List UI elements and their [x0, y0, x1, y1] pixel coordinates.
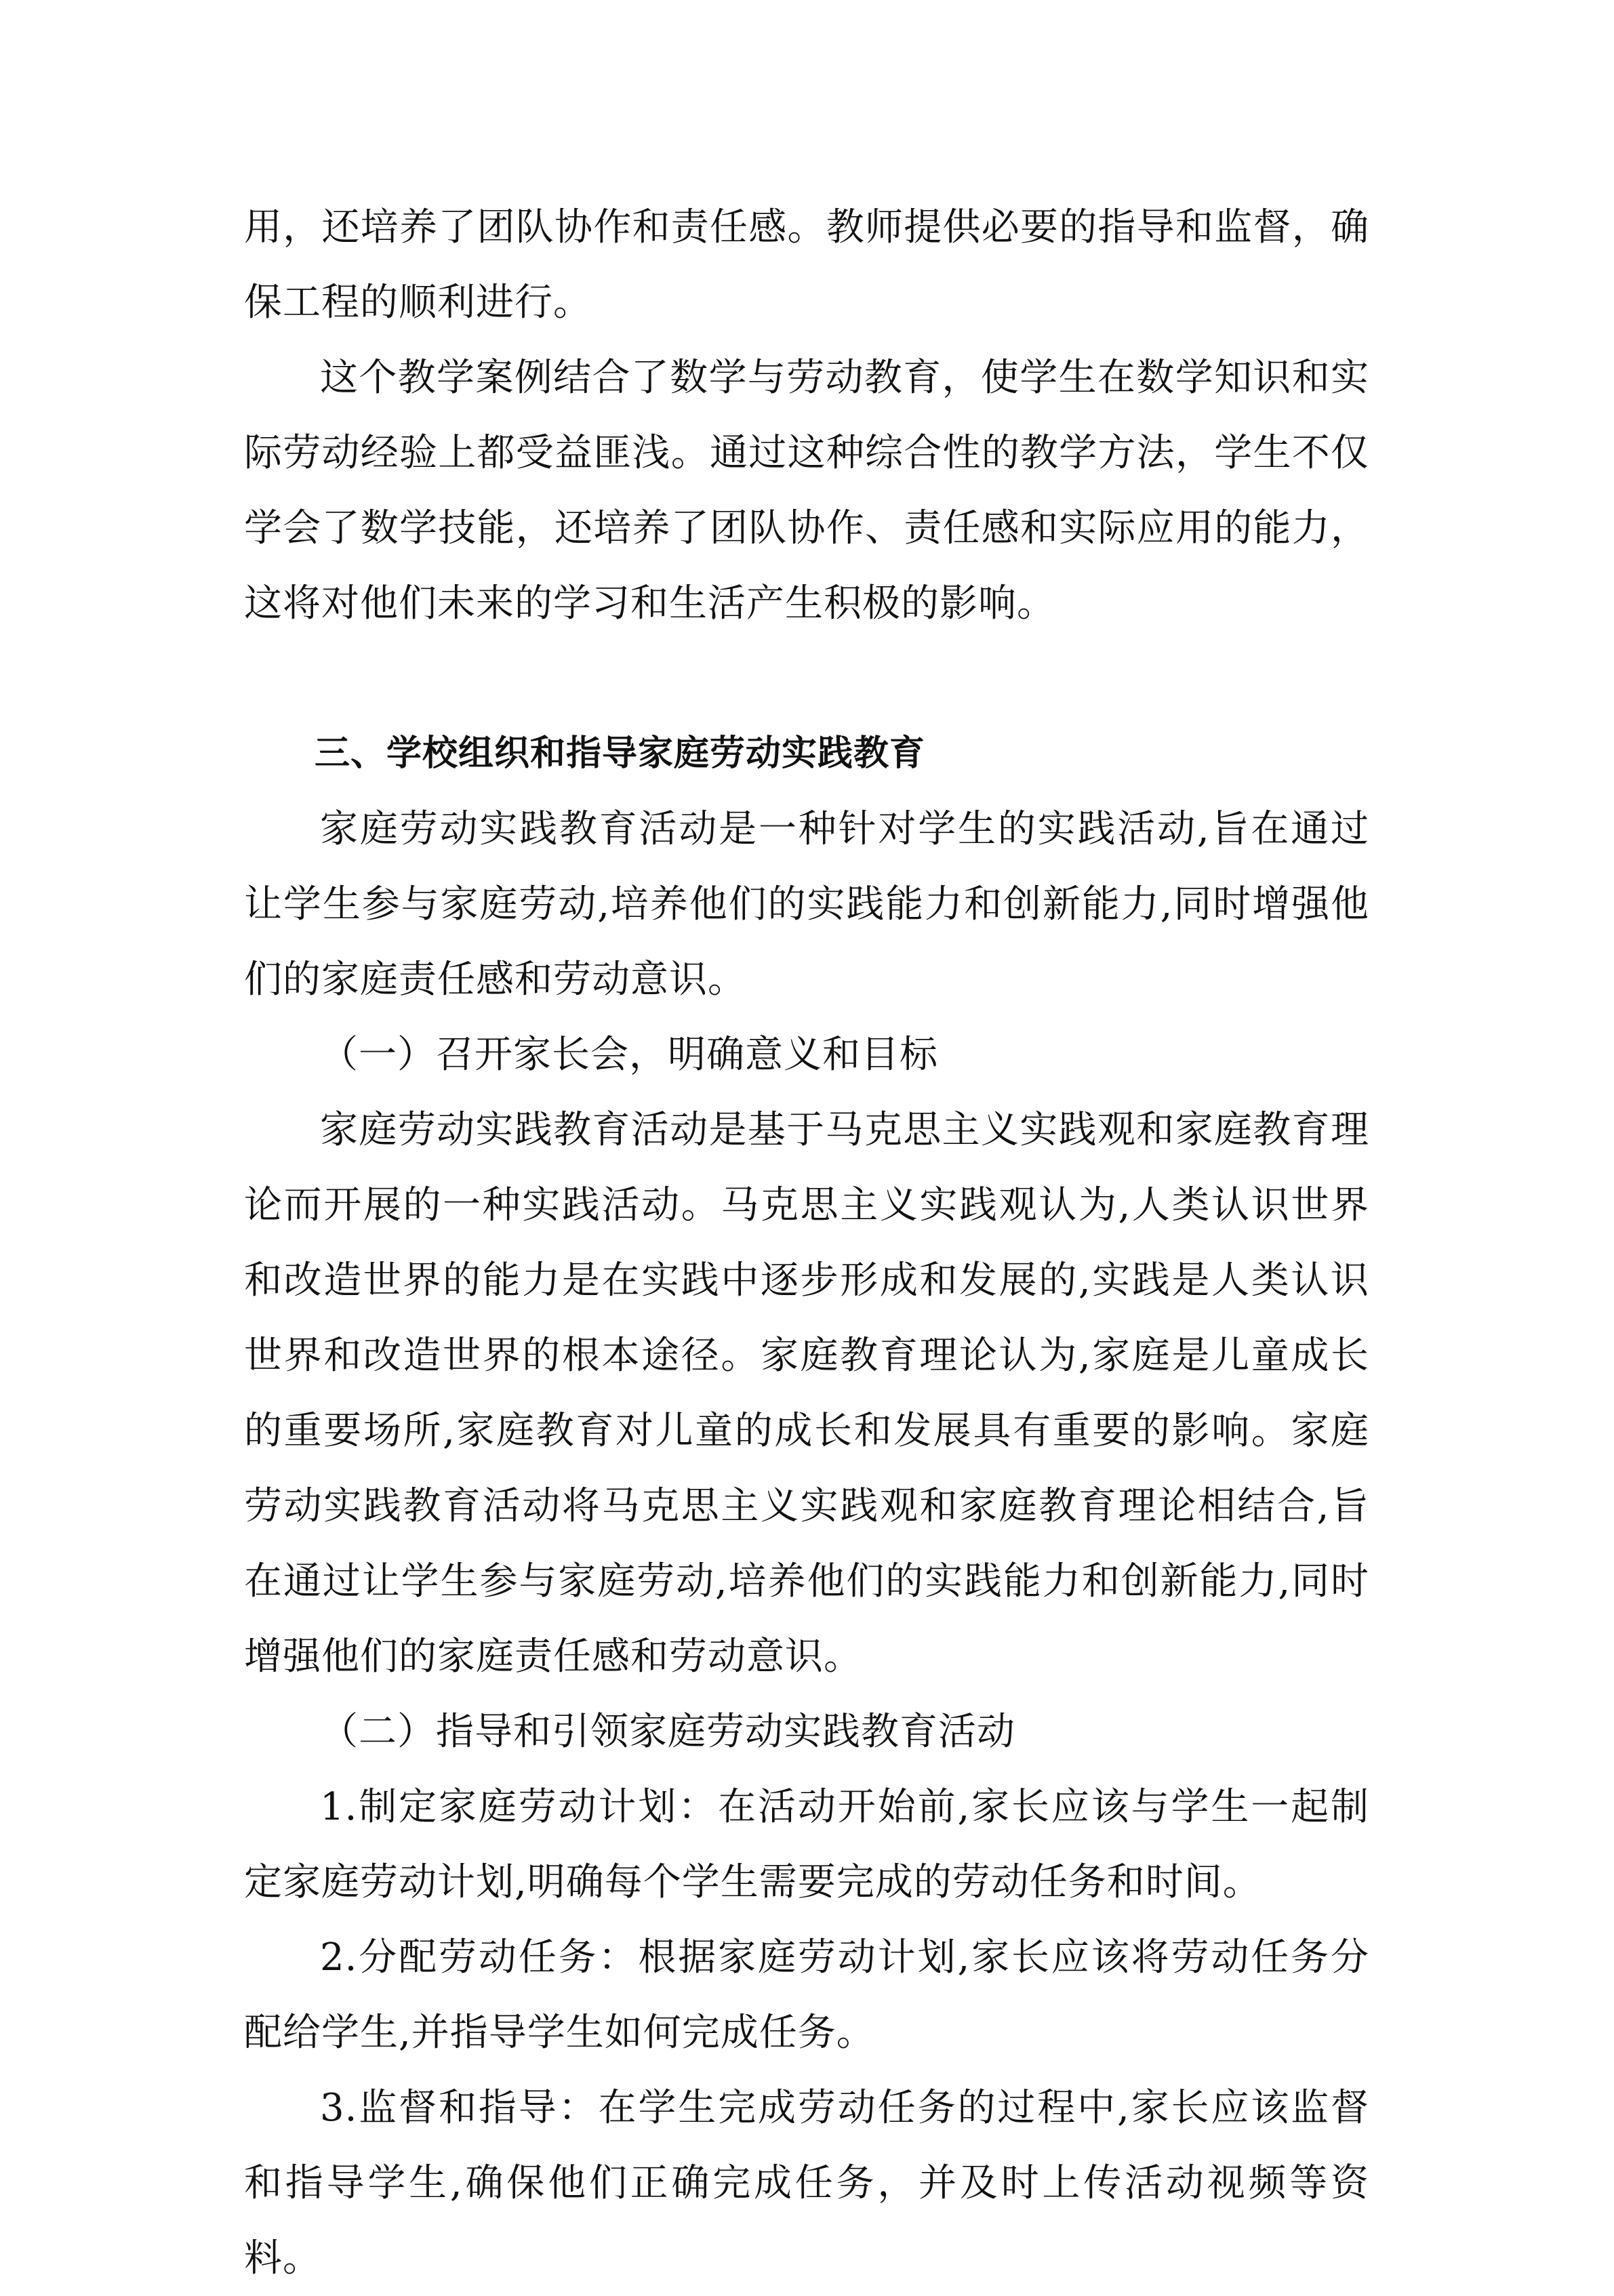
section-spacer [244, 641, 1369, 716]
section-intro: 家庭劳动实践教育活动是一种针对学生的实践活动,旨在通过让学生参与家庭劳动,培养他们的实践能力和创新能力,同时增强他们的家庭责任感和劳动意识。 [244, 807, 1369, 1002]
paragraph-continuation: 用，还培养了团队协作和责任感。教师提供必要的指导和监督，确保工程的顺利进行。 [244, 205, 1369, 325]
document-page [244, 190, 1369, 2296]
section-heading: 三、学校组织和指导家庭劳动实践教育 [315, 733, 926, 774]
subsection-heading-1: （一）召开家长会，明确意义和目标 [320, 1033, 938, 1077]
list-item-assign: 2.分配劳动任务：根据家庭劳动计划,家长应该将劳动任务分配给学生,并指导学生如何完成任务。 [244, 1935, 1369, 2055]
subsection-body-1: 家庭劳动实践教育活动是基于马克思主义实践观和家庭教育理论而开展的一种实践活动。马克思主义实践观认为,人类认识世界和改造世界的能力是在实践中逐步形成和发展的,实践是人类认识世界和改造世界的根本途径。家庭教育理论认为,家庭是儿童成长的重要场所,家庭教育对儿童的成长和发展具有重要的影响。家庭劳动实践教育活动将马克思主义实践观和家庭教育理论相结合,旨在通过让学生参与家庭劳动,培养他们的实践能力和创新能力,同时增强他们的家庭责任感和劳动意识。 [244, 1108, 1369, 1679]
paragraph-case-summary: 这个教学案例结合了数学与劳动教育，使学生在数学知识和实际劳动经验上都受益匪浅。通过这种综合性的教学方法，学生不仅学会了数学技能，还培养了团队协作、责任感和实际应用的能力，这将对他们未来的学习和生活产生积极的影响。 [244, 356, 1369, 626]
subsection-heading-2: （二）指导和引领家庭劳动实践教育活动 [320, 1710, 1015, 1754]
list-item-plan: 1.制定家庭劳动计划：在活动开始前,家长应该与学生一起制定家庭劳动计划,明确每个学生需要完成的劳动任务和时间。 [244, 1785, 1369, 1904]
list-item-supervise: 3.监督和指导：在学生完成劳动任务的过程中,家长应该监督和指导学生,确保他们正确完成任务，并及时上传活动视频等资料。 [244, 2086, 1369, 2280]
